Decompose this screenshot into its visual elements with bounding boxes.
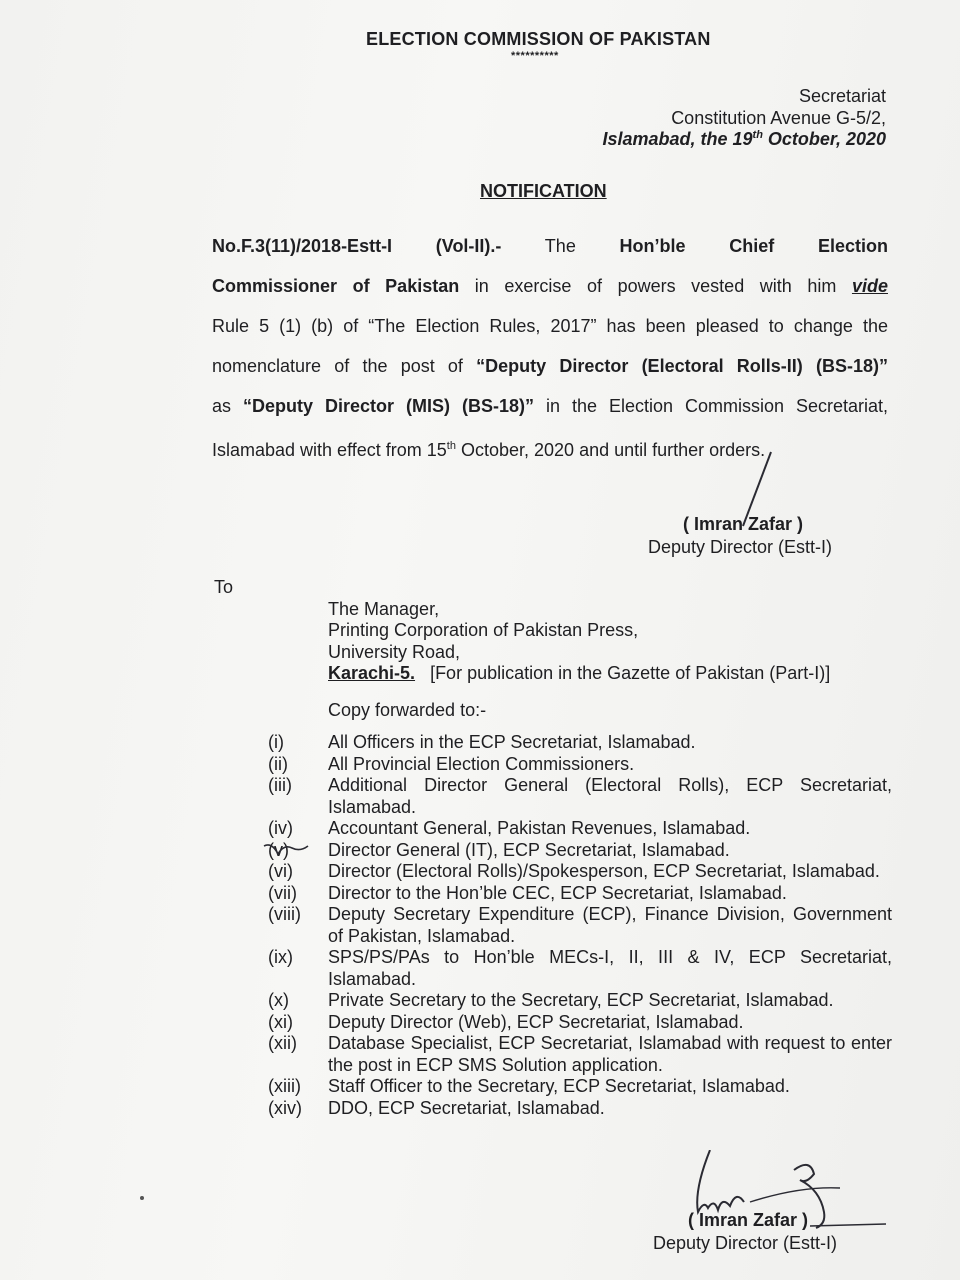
copy-forwarded-label: Copy forwarded to:- <box>328 700 487 720</box>
list-number: (vi) <box>268 861 293 881</box>
recipient-line-2: Printing Corporation of Pakistan Press, <box>328 620 639 640</box>
list-text: SPS/PS/PAs to Hon’ble MECs-I, II, III & IV, ECP Secretariat, Islamabad. <box>328 947 892 989</box>
body-line-3: Rule 5 (1) (b) of “The Election Rules, 2017” has been pleased to change the <box>212 316 888 336</box>
list-text: All Provincial Election Commissioners. <box>328 753 635 774</box>
list-text: Director (Electoral Rolls)/Spokesperson, ECP Secretariat, Islamabad. <box>328 861 880 881</box>
list-text: All Officers in the ECP Secretariat, Islamabad. <box>328 732 696 752</box>
body-text: The <box>501 236 620 256</box>
recipient-line-1: The Manager, <box>328 599 440 619</box>
list-item <box>268 947 892 990</box>
list-text: Accountant General, Pakistan Revenues, Islamabad. <box>328 818 751 838</box>
body-text: as <box>212 396 243 416</box>
body-line-6 <box>212 426 888 466</box>
list-text: DDO, ECP Secretariat, Islamabad. <box>328 1097 605 1118</box>
list-item <box>268 1076 892 1098</box>
list-item <box>268 818 892 840</box>
signatory-name-2: ( Imran Zafar ) <box>688 1210 809 1230</box>
list-item <box>268 861 892 883</box>
publication-note: [For publication in the Gazette of Pakistan (Part-I)] <box>430 663 831 683</box>
list-text: Deputy Secretary Expenditure (ECP), Finance Division, Government of Pakistan, Islamabad. <box>328 904 892 946</box>
date-sup: th <box>752 129 763 141</box>
list-number: (x) <box>268 990 289 1010</box>
recipient-city: Karachi-5. <box>328 663 416 683</box>
list-text: Additional Director General (Electoral Rolls), ECP Secretariat, Islamabad. <box>328 775 892 817</box>
recipient-city-line <box>328 663 830 684</box>
authority-name-cont: Commissioner of Pakistan <box>212 276 460 296</box>
list-number: (xiii) <box>268 1076 301 1096</box>
list-text: Director to the Hon’ble CEC, ECP Secretariat, Islamabad. <box>328 882 787 903</box>
issue-date <box>602 129 886 150</box>
list-number: (xii) <box>268 1033 297 1053</box>
ink-tick-mark-icon <box>262 840 312 862</box>
list-item <box>268 904 892 947</box>
vide-word: vide <box>851 276 888 296</box>
body-line-5 <box>212 386 888 426</box>
address-line-2: Constitution Avenue G-5/2, <box>671 108 886 128</box>
body-text: Islamabad with effect from 15 <box>212 440 447 460</box>
list-text: Director General (IT), ECP Secretariat, Islamabad. <box>328 839 730 860</box>
signatory-title: Deputy Director (Estt-I) <box>648 537 833 557</box>
list-text: Deputy Director (Web), ECP Secretariat, Islamabad. <box>328 1011 744 1032</box>
list-item <box>268 754 892 776</box>
effective-date-sup: th <box>446 440 456 452</box>
list-text: Staff Officer to the Secretary, ECP Secretariat, Islamabad. <box>328 1076 790 1096</box>
date-suffix: October, 2020 <box>762 129 886 149</box>
list-text: Database Specialist, ECP Secretariat, Islamabad with request to enter the post in ECP SMS Solution application. <box>328 1033 892 1075</box>
body-text: October, 2020 and until further orders. <box>455 440 766 460</box>
list-number: (xiv) <box>268 1097 302 1118</box>
list-number: (iii) <box>268 775 292 795</box>
body-text: nomenclature of the post of <box>212 356 477 376</box>
date-prefix: Islamabad, the 19 <box>602 129 753 149</box>
reference-number: No.F.3(11)/2018-Estt-I (Vol-II).- <box>212 236 502 256</box>
list-number: (i) <box>268 732 284 752</box>
signatory-title-2: Deputy Director (Estt-I) <box>653 1233 838 1253</box>
list-item <box>268 732 892 754</box>
org-title: ELECTION COMMISSION OF PAKISTAN <box>366 29 711 49</box>
new-post-name: “Deputy Director (MIS) (BS-18)” <box>243 396 534 416</box>
list-item <box>268 1012 892 1034</box>
body-text: in exercise of powers vested with him <box>459 276 852 296</box>
body-line-4 <box>212 346 888 386</box>
list-item <box>268 990 892 1012</box>
title-stars: ********** <box>511 50 559 62</box>
body-line-2 <box>212 266 888 306</box>
paper-speck <box>140 1196 144 1200</box>
list-number: (v) <box>268 839 289 860</box>
notification-title: NOTIFICATION <box>480 181 607 201</box>
list-item <box>268 883 892 905</box>
notification-body <box>212 226 888 466</box>
old-post-name: “Deputy Director (Electoral Rolls-II) (BS-18)” <box>476 356 888 376</box>
list-number: (ix) <box>268 947 293 967</box>
copy-list <box>268 732 892 1119</box>
signatory-name: ( Imran Zafar ) <box>683 514 804 534</box>
authority-name: Hon’ble Chief Election <box>619 236 888 256</box>
to-label: To <box>214 577 234 597</box>
body-line-1 <box>212 226 888 266</box>
address-line-1: Secretariat <box>798 86 886 106</box>
list-number: (ii) <box>268 753 288 774</box>
list-item <box>268 1098 892 1120</box>
list-item <box>268 840 892 862</box>
list-number: (xi) <box>268 1011 293 1032</box>
list-text: Private Secretary to the Secretary, ECP Secretariat, Islamabad. <box>328 990 834 1010</box>
recipient-line-3: University Road, <box>328 642 461 662</box>
list-number: (vii) <box>268 882 297 903</box>
list-number: (viii) <box>268 904 301 924</box>
list-number: (iv) <box>268 818 293 838</box>
body-text: in the Election Commission Secretariat, <box>533 396 888 416</box>
list-item <box>268 775 892 818</box>
list-item <box>268 1033 892 1076</box>
